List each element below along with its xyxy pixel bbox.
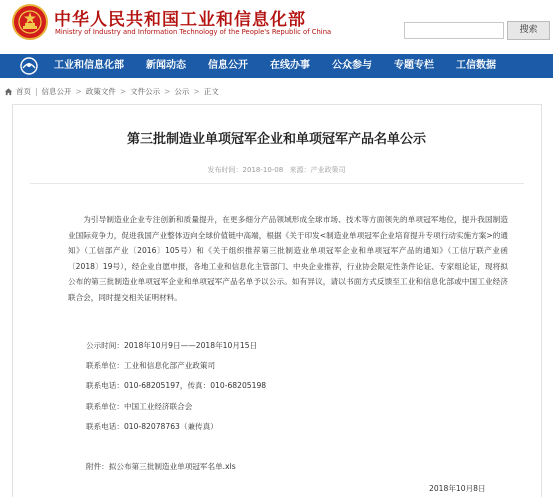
nav-item-special-topics[interactable]: 专题专栏 [394, 60, 434, 71]
breadcrumb-notice[interactable]: 公示 [174, 87, 190, 96]
article-title: 第三批制造业单项冠军企业和单项冠军产品名单公示 [126, 132, 426, 147]
contact-unit-1: 联系单位：工业和信息化部产业政策司 [86, 361, 216, 370]
site-header [0, 0, 553, 46]
site-title: 中华人民共和国工业和信息化部 [54, 10, 306, 30]
breadcrumb-policy-documents[interactable]: 政策文件 [85, 87, 116, 96]
nav-item-info-disclosure[interactable]: 信息公开 [208, 60, 248, 71]
breadcrumb-document-notice[interactable]: 文件公示 [130, 87, 161, 96]
main-nav [46, 54, 507, 78]
home-icon [4, 87, 13, 96]
search-input[interactable] [404, 22, 504, 39]
breadcrumb-separator: > [193, 87, 200, 96]
breadcrumb-current: 正文 [203, 87, 219, 96]
attachment-link[interactable]: 附件：拟公布第三批制造业单项冠军名单.xls [86, 462, 236, 471]
sign-date: 2018年10月8日 [429, 484, 486, 493]
title-divider [30, 183, 524, 184]
contact-phone-2: 联系电话：010-82078763（兼传真） [86, 422, 218, 431]
home-logo-icon[interactable] [18, 56, 40, 76]
breadcrumb-separator: > [75, 87, 82, 96]
site-subtitle: Ministry of Industry and Information Technology of the People's Republic of China [55, 28, 332, 36]
article-paragraph: 为引导制造业企业专注创新和质量提升，在更多细分产品领域形成全球市场、技术等方面领先的单项冠军地位，提升我国制造业国际竞争力，促进我国产业整体迈向全球价值链中高端，根据《关于印发<制造业单项冠军企业培育提升专项行动实施方案>的通知》（工信部产业〔2016〕105号）和《关于组织推荐第三批制造业单项冠军企业和单项冠军产品的通知》（工信厅联产业函〔2018〕19号），经企业自愿申报，各地工业和信息化主管部门、中央企业推荐，行业协会限定性条件论证、专家组论证，现将拟公布的第三批制造业单项冠军企业和单项冠军产品名单予以公示。如有异议，请以书面方式反馈至工业和信息化部或中国工业经济联合会，同时提交相关证明材料。 [68, 215, 508, 302]
contact-phone-1: 联系电话：010-68205197，传真：010-68205198 [86, 381, 267, 390]
article-source: 来源：产业政策司 [289, 166, 346, 174]
nav-item-online-services[interactable]: 在线办事 [270, 60, 310, 71]
article-meta [0, 165, 553, 175]
breadcrumb-separator: > [164, 87, 171, 96]
publish-time: 发布时间：2018-10-08 [207, 166, 284, 174]
article-body [68, 212, 508, 306]
breadcrumb [4, 86, 219, 97]
nav-item-miit[interactable]: 工业和信息化部 [54, 60, 124, 71]
breadcrumb-info-disclosure[interactable]: 信息公开 [41, 87, 72, 96]
nav-item-news[interactable]: 新闻动态 [146, 60, 186, 71]
breadcrumb-separator: | [35, 87, 38, 96]
national-emblem-icon [12, 4, 48, 40]
breadcrumb-separator: > [119, 87, 127, 96]
nav-item-public-participation[interactable]: 公众参与 [332, 60, 372, 71]
notice-period: 公示时间：2018年10月9日——2018年10月15日 [86, 341, 258, 350]
nav-item-data[interactable]: 工信数据 [456, 60, 496, 71]
breadcrumb-home[interactable]: 首页 [16, 87, 31, 96]
search-button[interactable]: 搜索 [507, 21, 550, 40]
contact-unit-2: 联系单位：中国工业经济联合会 [86, 402, 193, 411]
